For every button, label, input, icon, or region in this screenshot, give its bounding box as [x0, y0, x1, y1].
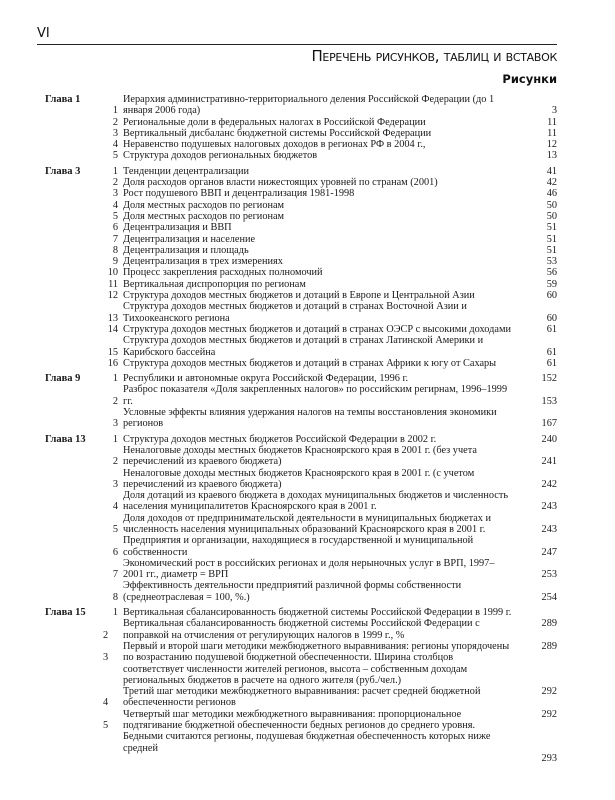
item-page: 11: [547, 116, 557, 128]
item-page: 41: [546, 165, 557, 177]
list-item: [103, 335, 557, 358]
item-number: 2: [112, 116, 118, 128]
item-page: 42: [546, 177, 557, 189]
item-title: Условные эффекты влияния удержания налогов на темпы восстановления экономики регионов: [123, 407, 497, 430]
item-page: 152: [541, 373, 557, 385]
list-item: [103, 558, 557, 581]
item-title: Структура доходов местных бюджетов и дотаций в странах Восточной Азии и Тихоокеанского региона: [123, 301, 467, 324]
item-number: 5: [112, 210, 118, 222]
item-page: 50: [546, 199, 557, 211]
header-rule: [37, 44, 557, 45]
list-item: [103, 434, 557, 445]
item-title: Экономический рост в российских регионах и доля нерыночных услуг в ВРП, 1997–2001 гг., диаметр = ВРП: [123, 557, 495, 581]
item-page: 50: [546, 210, 557, 222]
item-number: 3: [112, 478, 118, 490]
item-title: Доля расходов органов власти нижестоящих уровней по странам (2001): [123, 177, 438, 189]
item-number: 15: [107, 346, 118, 358]
chapter-label: Глава 1: [45, 94, 81, 105]
item-number: 13: [107, 312, 118, 324]
item-title: Децентрализация и ВВП: [123, 222, 232, 234]
item-number: 6: [112, 546, 118, 558]
chapter-label: Глава 13: [45, 433, 86, 445]
list-item: [103, 94, 557, 117]
item-page: 153: [541, 395, 557, 407]
item-title: Вертикальный дисбаланс бюджетной системы Российской Федерации: [123, 127, 432, 139]
item-title: Региональные доли в федеральных налогах в Российской Федерации: [123, 116, 426, 128]
list-item: [103, 641, 557, 686]
item-title: Децентрализация и население: [123, 233, 256, 245]
item-title: Тенденции децентрализации: [123, 165, 250, 177]
list-item: [103, 290, 557, 301]
list-item: [103, 513, 557, 536]
item-title: Четвертый шаг методики межбюджетного выравнивания: пропорциональное подтягивание бюджетной обеспеченности бедных регионов до среднего уровня. Бедными считаются регионы, подушевая бюджетная обеспеченность которых ниже средней: [123, 708, 491, 754]
item-title: Иерархия административно-территориального деления Российской Федерации (до 1 января 2006 года): [123, 94, 495, 117]
item-page: 51: [546, 244, 557, 256]
list-item: [103, 211, 557, 222]
list-item: [103, 358, 557, 369]
item-title: Доля местных расходов по регионам: [123, 210, 285, 222]
item-number: 2: [112, 395, 118, 407]
item-number: 3: [112, 418, 118, 430]
item-title: Неналоговые доходы местных бюджетов Красноярского края в 2001 г. (с учетом перечислений из краевого бюджета): [123, 467, 475, 490]
item-title: Структура доходов региональных бюджетов: [123, 150, 318, 162]
item-page: 292: [541, 686, 557, 698]
list-item: [103, 200, 557, 211]
item-title: Вертикальная диспропорция по регионам: [123, 278, 306, 290]
chapter-15: [45, 607, 557, 754]
list-item: [103, 279, 557, 290]
item-title: Разброс показателя «Доля закрепленных налогов» по российским регирнам, 1996–1999 гг.: [123, 384, 508, 407]
item-title: Структура доходов местных бюджетов и дотаций в странах Латинской Америки и Карибского бассейна: [123, 335, 484, 358]
item-title: Республики и автономные округа Российской Федерации, 1996 г.: [123, 373, 409, 385]
item-page: 46: [546, 188, 557, 200]
running-head-page-number: VI: [37, 26, 50, 41]
item-number: 1: [112, 607, 118, 619]
item-title: Процесс закрепления расходных полномочий: [123, 267, 323, 279]
chapter-13: [45, 434, 557, 603]
list-item: [103, 580, 557, 603]
item-page: 51: [546, 222, 557, 234]
item-number: 2: [112, 456, 118, 468]
section-title: Перечень рисунков, таблиц и вставок: [311, 47, 557, 65]
list-item: [103, 234, 557, 245]
item-number: 9: [112, 256, 118, 268]
item-page: 243: [541, 501, 557, 513]
list-item: [103, 301, 557, 324]
item-number: 1: [112, 105, 118, 117]
item-page: 289: [541, 640, 557, 652]
item-title: Структура доходов местных бюджетов Российской Федерации в 2002 г.: [123, 433, 437, 445]
list-item: [103, 468, 557, 491]
item-page: 241: [541, 456, 557, 468]
item-title: Третий шаг методики межбюджетного выравнивания: расчет средней бюджетной обеспеченности регионов: [123, 686, 481, 709]
list-item: [103, 177, 557, 188]
item-number: 7: [112, 569, 118, 581]
item-number: 3: [112, 188, 118, 200]
item-page: 243: [541, 523, 557, 535]
item-number: 4: [112, 139, 118, 151]
item-number: 14: [107, 323, 118, 335]
item-title: Неналоговые доходы местных бюджетов Красноярского края в 2001 г. (без учета перечислений из краевого бюджета): [123, 444, 477, 468]
item-title: Структура доходов местных бюджетов и дотаций в Европе и Центральной Азии: [123, 290, 475, 302]
list-item: [103, 384, 557, 407]
list-item: [103, 686, 557, 709]
item-page: 167: [541, 418, 557, 430]
item-title: Рост подушевого ВВП и децентрализация 1981-1998: [123, 188, 355, 200]
item-page: 3: [551, 105, 557, 117]
item-title: Вертикальная сбалансированность бюджетной системы Российской Федерации с поправкой на отчисления от регулирующих налогов в 1999 г., %: [123, 618, 480, 641]
item-number: 11: [108, 278, 118, 290]
list-item: [103, 256, 557, 267]
item-number: 12: [107, 290, 118, 302]
item-page: 60: [546, 290, 557, 302]
item-title: Доля местных расходов по регионам: [123, 199, 285, 211]
item-title: Децентрализация и площадь: [123, 244, 249, 256]
item-title: Неравенство подушевых налоговых доходов в регионах РФ в 2004 г.,: [123, 139, 426, 151]
subsection-title: Рисунки: [502, 72, 557, 86]
item-title: Первый и второй шаги методики межбюджетного выравнивания: регионы упорядочены по возрастанию подушевой бюджетной обеспеченности. Ширина столбцов соответствует численности жителей регионов, высота – собственным доходам региональных бюджетов в расчете на одного жителя (руб./чел.): [123, 640, 510, 686]
item-page: 61: [546, 357, 557, 369]
item-number: 10: [107, 267, 118, 279]
figures-list: [45, 94, 557, 758]
item-number: 5: [103, 720, 109, 732]
item-page: 12: [546, 139, 557, 151]
list-item: [103, 490, 557, 513]
item-title: Предприятия и организации, находящиеся в государственной и муниципальной собственности: [123, 535, 474, 558]
chapter-label: Глава 3: [45, 165, 81, 177]
list-item: [103, 535, 557, 558]
item-page: 247: [541, 546, 557, 558]
list-item: [103, 222, 557, 233]
item-title: Структура доходов местных бюджетов и дотаций в странах ОЭСР с высокими доходами: [123, 323, 511, 335]
item-title: Децентрализация в трех измерениях: [123, 256, 283, 268]
item-page: 59: [546, 278, 557, 290]
list-item: [103, 166, 557, 177]
item-number: 6: [112, 222, 118, 234]
trailing-page-number: 293: [541, 753, 557, 764]
list-item: [103, 188, 557, 199]
item-number: 8: [112, 591, 118, 603]
list-item: [103, 150, 557, 161]
item-number: 7: [112, 233, 118, 245]
item-number: 4: [112, 501, 118, 513]
item-page: 253: [541, 569, 557, 581]
chapter-9: [45, 373, 557, 429]
item-number: 4: [112, 199, 118, 211]
chapter-label: Глава 9: [45, 373, 81, 385]
item-number: 2: [112, 177, 118, 189]
chapter-label: Глава 15: [45, 607, 86, 619]
item-number: 3: [103, 652, 109, 664]
list-item: [103, 267, 557, 278]
item-page: 61: [546, 323, 557, 335]
item-number: 8: [112, 244, 118, 256]
item-number: 2: [103, 629, 109, 641]
item-page: 289: [541, 618, 557, 630]
item-title: Структура доходов местных бюджетов и дотаций в странах Африки к югу от Сахары: [123, 357, 497, 369]
item-page: 11: [547, 127, 557, 139]
list-item: [103, 373, 557, 384]
item-title: Вертикальная сбалансированность бюджетной системы Российской Федерации в 1999 г.: [123, 607, 512, 619]
item-number: 1: [112, 433, 118, 445]
item-page: 242: [541, 478, 557, 490]
list-item: [103, 445, 557, 468]
item-number: 5: [112, 523, 118, 535]
item-number: 3: [112, 127, 118, 139]
list-item: [103, 128, 557, 139]
item-number: 1: [112, 165, 118, 177]
list-item: [103, 324, 557, 335]
list-item: [103, 117, 557, 128]
chapter-1: [45, 94, 557, 162]
list-item: [103, 139, 557, 150]
item-page: 13: [546, 150, 557, 162]
item-number: 5: [112, 150, 118, 162]
item-number: 16: [107, 357, 118, 369]
item-page: 254: [541, 591, 557, 603]
item-page: 61: [546, 346, 557, 358]
list-item: [103, 245, 557, 256]
item-page: 56: [546, 267, 557, 279]
item-title: Доля дотаций из краевого бюджета в доходах муниципальных бюджетов и численность населения муниципалитетов Красноярского края в 2001 г.: [123, 490, 509, 513]
item-page: 53: [546, 256, 557, 268]
list-item: [103, 618, 557, 641]
list-item: [103, 607, 557, 618]
item-title: Эффективность деятельности предприятий различной формы собственности (среднеотраслевая = 100, %.): [123, 580, 462, 603]
item-page: 51: [546, 233, 557, 245]
item-page: 240: [541, 433, 557, 445]
item-title: Доля доходов от предпринимательской деятельности в муниципальных бюджетах и численность населения муниципальных образований Красноярского края в 2001 г.: [123, 512, 492, 535]
item-page: 60: [546, 312, 557, 324]
item-number: 1: [112, 373, 118, 385]
item-page: 292: [541, 708, 557, 720]
item-number: 4: [103, 697, 109, 709]
list-item: [103, 407, 557, 430]
list-item: [103, 709, 557, 754]
chapter-3: [45, 166, 557, 369]
